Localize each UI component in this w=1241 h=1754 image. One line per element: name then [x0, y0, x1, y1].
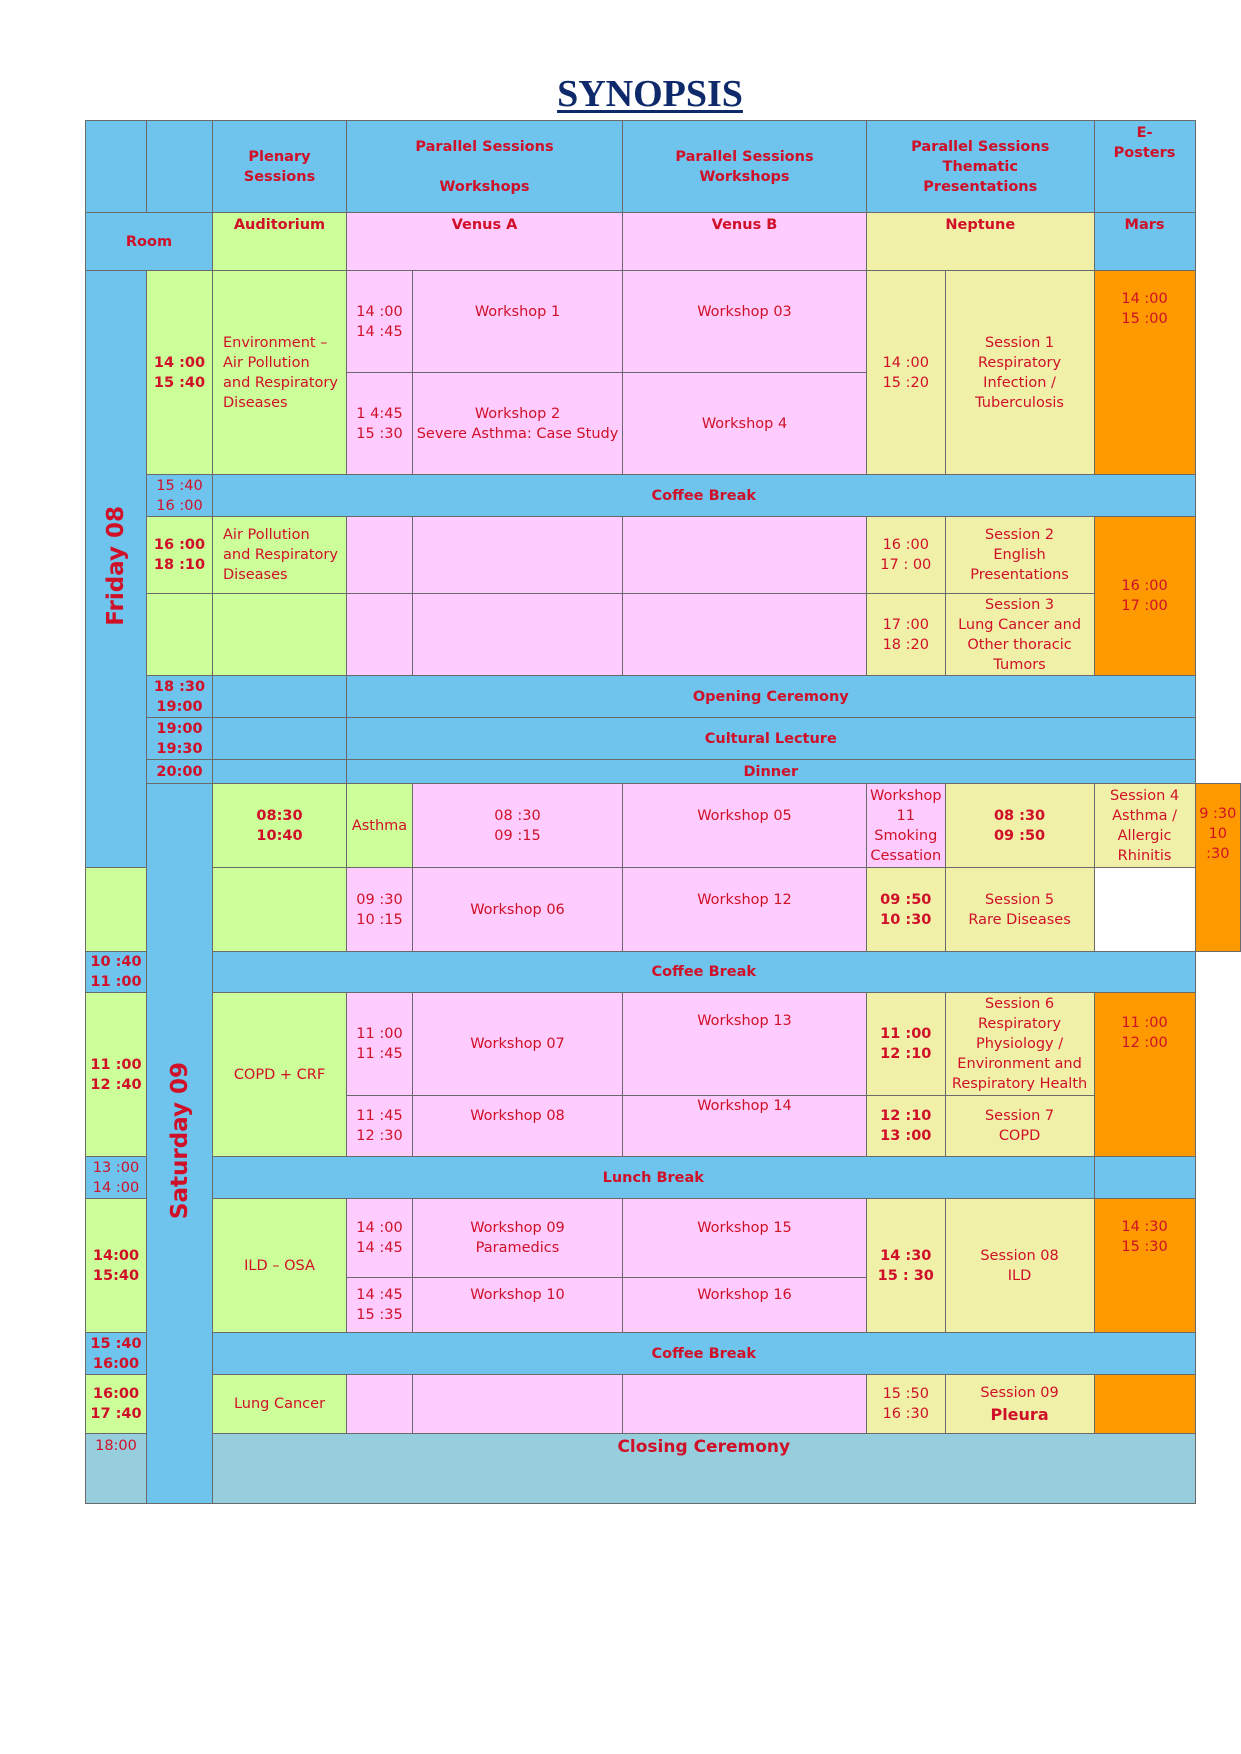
- fri-dinner-time: 20:00: [147, 760, 213, 784]
- day-friday: Friday 08: [86, 271, 147, 868]
- sat-s2-a1-time: 11 :00 11 :45: [347, 993, 413, 1096]
- sat-workshop-15: Workshop 15: [623, 1199, 867, 1278]
- fri-cultural-plenary: [213, 718, 347, 760]
- fri-s2-time: 16 :00 18 :10: [147, 517, 213, 594]
- room-auditorium: Auditorium: [213, 213, 347, 271]
- sat-workshop-08: Workshop 08: [413, 1096, 623, 1157]
- sat-s3-time: 14:00 15:40: [86, 1199, 147, 1333]
- sat-session-08: Session 08 ILD: [945, 1199, 1094, 1333]
- sat-s1-plenary: Asthma: [347, 784, 413, 868]
- fri-dinner-plenary: [213, 760, 347, 784]
- fri-workshop-2: Workshop 2 Severe Asthma: Case Study: [413, 373, 623, 475]
- sat-coffee-break-1: Coffee Break: [213, 952, 1196, 993]
- sat-coffee-break-2: Coffee Break: [213, 1333, 1196, 1375]
- sat-s4-b: [623, 1375, 867, 1434]
- fri-session-1: Session 1 Respiratory Infection / Tuberculosis: [945, 271, 1094, 475]
- sat-workshop-06: Workshop 06: [413, 868, 623, 952]
- sat-s4-a-time: [347, 1375, 413, 1434]
- sat-s1-mars: 9 :30 10 :30: [1195, 784, 1240, 952]
- sat-s3-a1-time: 14 :00 14 :45: [347, 1199, 413, 1278]
- sat-workshop-13: Workshop 13: [623, 993, 867, 1096]
- sat-s3-plenary: ILD – OSA: [213, 1199, 347, 1333]
- sat-s4-mars: [1094, 1375, 1195, 1434]
- room-neptune: Neptune: [867, 213, 1095, 271]
- fri-workshop-4: Workshop 4: [623, 373, 867, 475]
- fri-opening-ceremony: Opening Ceremony: [347, 676, 1196, 718]
- fri-s2-mars: 16 :00 17 :00: [1094, 517, 1195, 676]
- sat-s2-mars: 11 :00 12 :00: [1094, 993, 1195, 1157]
- fri-s1-plenary: Environment – Air Pollution and Respiratory Diseases: [213, 271, 347, 475]
- fri-s2b-a-time: [347, 594, 413, 676]
- fri-s1-time: 14 :00 15 :40: [147, 271, 213, 475]
- sat-s1b-time: [86, 868, 147, 952]
- sat-workshop-09: Workshop 09 Paramedics: [413, 1199, 623, 1278]
- sat-s4-a: [413, 1375, 623, 1434]
- day-saturday: Saturday 09: [147, 784, 213, 1504]
- fri-workshop-03: Workshop 03: [623, 271, 867, 373]
- fri-s1-a2-time: 1 4:45 15 :30: [347, 373, 413, 475]
- sat-s3-mars: 14 :30 15 :30: [1094, 1199, 1195, 1333]
- header-eposters: E- Posters: [1094, 121, 1195, 213]
- sat-lunch-break: Lunch Break: [213, 1157, 1095, 1199]
- room-label: Room: [86, 213, 213, 271]
- fri-session-2: Session 2 English Presentations: [945, 517, 1094, 594]
- sat-workshop-11: Workshop 11 Smoking Cessation: [867, 784, 946, 868]
- fri-s2b-a: [413, 594, 623, 676]
- fri-workshop-1: Workshop 1: [413, 271, 623, 373]
- fri-s1-neptune-time: 14 :00 15 :20: [867, 271, 946, 475]
- header-thematic: Parallel Sessions Thematic Presentations: [867, 121, 1095, 213]
- fri-s2-plenary: Air Pollution and Respiratory Diseases: [213, 517, 347, 594]
- sat-s2-time: 11 :00 12 :40: [86, 993, 147, 1157]
- fri-s1-a1-time: 14 :00 14 :45: [347, 271, 413, 373]
- sat-s1-n2-time: 09 :50 10 :30: [867, 868, 946, 952]
- sat-s2-n2-time: 12 :10 13 :00: [867, 1096, 946, 1157]
- page-title: SYNOPSIS: [557, 73, 743, 115]
- fri-s2b-time: [147, 594, 213, 676]
- fri-coffee-break: Coffee Break: [213, 475, 1196, 517]
- sat-session-7: Session 7 COPD: [945, 1096, 1094, 1157]
- sat-workshop-16: Workshop 16: [623, 1278, 867, 1333]
- sat-s4-time: 16:00 17 :40: [86, 1375, 147, 1434]
- sat-session-6: Session 6 Respiratory Physiology / Environment and Respiratory Health: [945, 993, 1094, 1096]
- header-corner-2: [147, 121, 213, 213]
- fri-s2-a-time: [347, 517, 413, 594]
- sat-s1-a2-time: 09 :30 10 :15: [347, 868, 413, 952]
- fri-s2b-plenary: [213, 594, 347, 676]
- sat-lunch-time: 13 :00 14 :00: [86, 1157, 147, 1199]
- fri-s2-b: [623, 517, 867, 594]
- header-plenary: Plenary Sessions: [213, 121, 347, 213]
- sat-s1-n1-time: 08 :30 09 :50: [945, 784, 1094, 868]
- sat-workshop-12: Workshop 12: [623, 868, 867, 952]
- sat-workshop-14: Workshop 14: [623, 1096, 867, 1157]
- sat-session-09: Session 09 Pleura: [945, 1375, 1094, 1434]
- header-corner-1: [86, 121, 147, 213]
- header-parallel-a: Parallel Sessions Workshops: [347, 121, 623, 213]
- fri-s2b-b: [623, 594, 867, 676]
- sat-session-5: Session 5 Rare Diseases: [945, 868, 1094, 952]
- sat-session-4: Session 4 Asthma / Allergic Rhinitis: [1094, 784, 1195, 868]
- sat-s3-neptune-time: 14 :30 15 : 30: [867, 1199, 946, 1333]
- sat-closing-time: 18:00: [86, 1434, 147, 1504]
- fri-s2-n2-time: 17 :00 18 :20: [867, 594, 946, 676]
- sat-s3-a2-time: 14 :45 15 :35: [347, 1278, 413, 1333]
- sat-coffee2-time: 15 :40 16:00: [86, 1333, 147, 1375]
- header-parallel-b: Parallel Sessions Workshops: [623, 121, 867, 213]
- fri-cultural-lecture: Cultural Lecture: [347, 718, 1196, 760]
- room-mars: Mars: [1094, 213, 1195, 271]
- sat-lunch-mars: [1094, 1157, 1195, 1199]
- sat-s2-plenary: COPD + CRF: [213, 993, 347, 1157]
- fri-s2-n1-time: 16 :00 17 : 00: [867, 517, 946, 594]
- fri-s1-mars: 14 :00 15 :00: [1094, 271, 1195, 475]
- room-venus-a: Venus A: [347, 213, 623, 271]
- sat-s4-plenary: Lung Cancer: [213, 1375, 347, 1434]
- fri-coffee-time: 15 :40 16 :00: [147, 475, 213, 517]
- sat-workshop-07: Workshop 07: [413, 993, 623, 1096]
- sat-workshop-05: Workshop 05: [623, 784, 867, 868]
- sat-coffee1-time: 10 :40 11 :00: [86, 952, 147, 993]
- fri-s2-a: [413, 517, 623, 594]
- sat-closing-ceremony: Closing Ceremony: [213, 1434, 1196, 1504]
- fri-cultural-time: 19:00 19:30: [147, 718, 213, 760]
- sat-s1-a1-time: 08 :30 09 :15: [413, 784, 623, 868]
- fri-dinner: Dinner: [347, 760, 1196, 784]
- sat-s4-neptune-time: 15 :50 16 :30: [867, 1375, 946, 1434]
- sat-s2-a2-time: 11 :45 12 :30: [347, 1096, 413, 1157]
- room-venus-b: Venus B: [623, 213, 867, 271]
- sat-s1-time: 08:30 10:40: [213, 784, 347, 868]
- fri-opening-time: 18 :30 19:00: [147, 676, 213, 718]
- sat-s1b-plenary: [213, 868, 347, 952]
- fri-session-3: Session 3 Lung Cancer and Other thoracic Tumors: [945, 594, 1094, 676]
- fri-opening-plenary: [213, 676, 347, 718]
- sat-s2-n1-time: 11 :00 12 :10: [867, 993, 946, 1096]
- synopsis-table: [85, 120, 1241, 1504]
- sat-workshop-10: Workshop 10: [413, 1278, 623, 1333]
